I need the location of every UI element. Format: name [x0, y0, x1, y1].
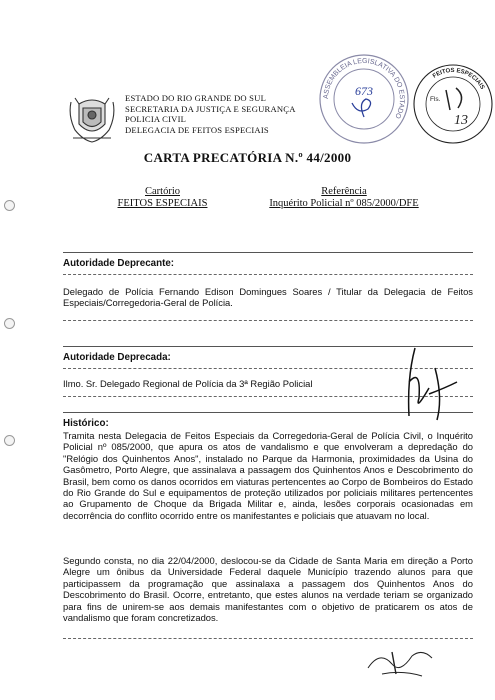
assembly-stamp: [316, 51, 412, 147]
historico-paragraph-2: Segundo consta, no dia 22/04/2000, deslocou-se da Cidade de Santa Maria em direção a Porto Alegre um ônibus da Universidade Federal daquele Município trazendo alunos para que participassem da programação que assinalaxa a passagem dos Quinhentos Anos do Descobrimento do Brasil. Ocorre, entretanto, que estes alunos na verdade teriam se organizado para fins de unirem-se aos demais manifestantes com o objetivo de praticarem os atos de vandalismo que foram concretizados.: [63, 555, 473, 624]
referencia-value: Inquérito Policial nº 085/2000/DFE: [269, 198, 419, 209]
historico-label: Histórico:: [63, 418, 109, 429]
letterhead-line: SECRETARIA DA JUSTIÇA E SEGURANÇA: [125, 103, 296, 114]
deprecante-text: Delegado de Polícia Fernando Edison Domingues Soares / Titular da Delegacia de Feitos Especiais/Corregedoria-Geral de Polícia.: [63, 286, 473, 309]
deprecada-text: Ilmo. Sr. Delegado Regional de Polícia da 3ª Região Policial: [63, 378, 313, 389]
letterhead: [125, 93, 296, 135]
fls-value: 13: [454, 113, 468, 128]
cartorio-label: Cartório: [145, 186, 180, 197]
feitos-stamp-ring-text: FEITOS ESPECIAIS: [432, 67, 486, 91]
section-divider: [63, 638, 473, 639]
assembly-stamp-number: 673: [355, 84, 373, 98]
punch-hole: [4, 318, 15, 329]
assembly-stamp-ring-text: ASSEMBLEIA LEGISLATIVA DO ESTADO: [322, 57, 406, 120]
deprecante-label: Autoridade Deprecante:: [63, 258, 175, 269]
letterhead-line: ESTADO DO RIO GRANDE DO SUL: [125, 93, 267, 103]
fls-label: Fls.: [430, 96, 441, 103]
deprecada-label: Autoridade Deprecada:: [63, 352, 171, 363]
letterhead-line: POLICIA CIVIL: [125, 114, 187, 125]
feitos-especiais-stamp: [410, 60, 495, 146]
referencia-label: Referência: [321, 186, 367, 197]
punch-hole: [4, 435, 15, 446]
coat-of-arms-emblem: [67, 94, 117, 146]
historico-paragraph-1: Tramita nesta Delegacia de Feitos Especiais da Corregedoria-Geral de Polícia Civil, o Inquérito Policial nº 085/2000, que apura os atos de vandalismo e que envolveram a depredação do "Relógio dos Quinhentos Anos", instalado no Parque da Harmonia, proximidades da Usina do Gasômetro, Porto Alegre, que assinalava a passagem dos Quinhentos Anos e Descobrimento do Brasil, bem como os danos ocorridos em viaturas pertencentes ao Corpo de Bombeiros do Estado do Rio Grande do Sul e equipamentos de proteção utilizados por policiais militares pertencentes ao Grupamento de Choque da Brigada Militar e, ainda, lesões corporais ocasionadas em decorrência do conflito ocorrido entre os manifestantes e policiais que atuavam no local.: [63, 430, 473, 521]
cartorio-block: [100, 186, 225, 210]
document-title: CARTA PRECATÓRIA N.º 44/2000: [143, 150, 352, 165]
section-divider: [63, 320, 473, 321]
section-divider: [63, 252, 473, 253]
cartorio-value: FEITOS ESPECIAIS: [117, 198, 208, 209]
signature-main: [385, 338, 465, 426]
section-divider: [63, 274, 473, 275]
punch-hole: [4, 200, 15, 211]
signature-small-bottom: [362, 644, 437, 684]
referencia-block: [258, 186, 430, 210]
svg-text:FEITOS ESPECIAIS: [432, 68, 485, 91]
letterhead-line: DELEGACIA DE FEITOS ESPECIAIS: [125, 124, 269, 135]
